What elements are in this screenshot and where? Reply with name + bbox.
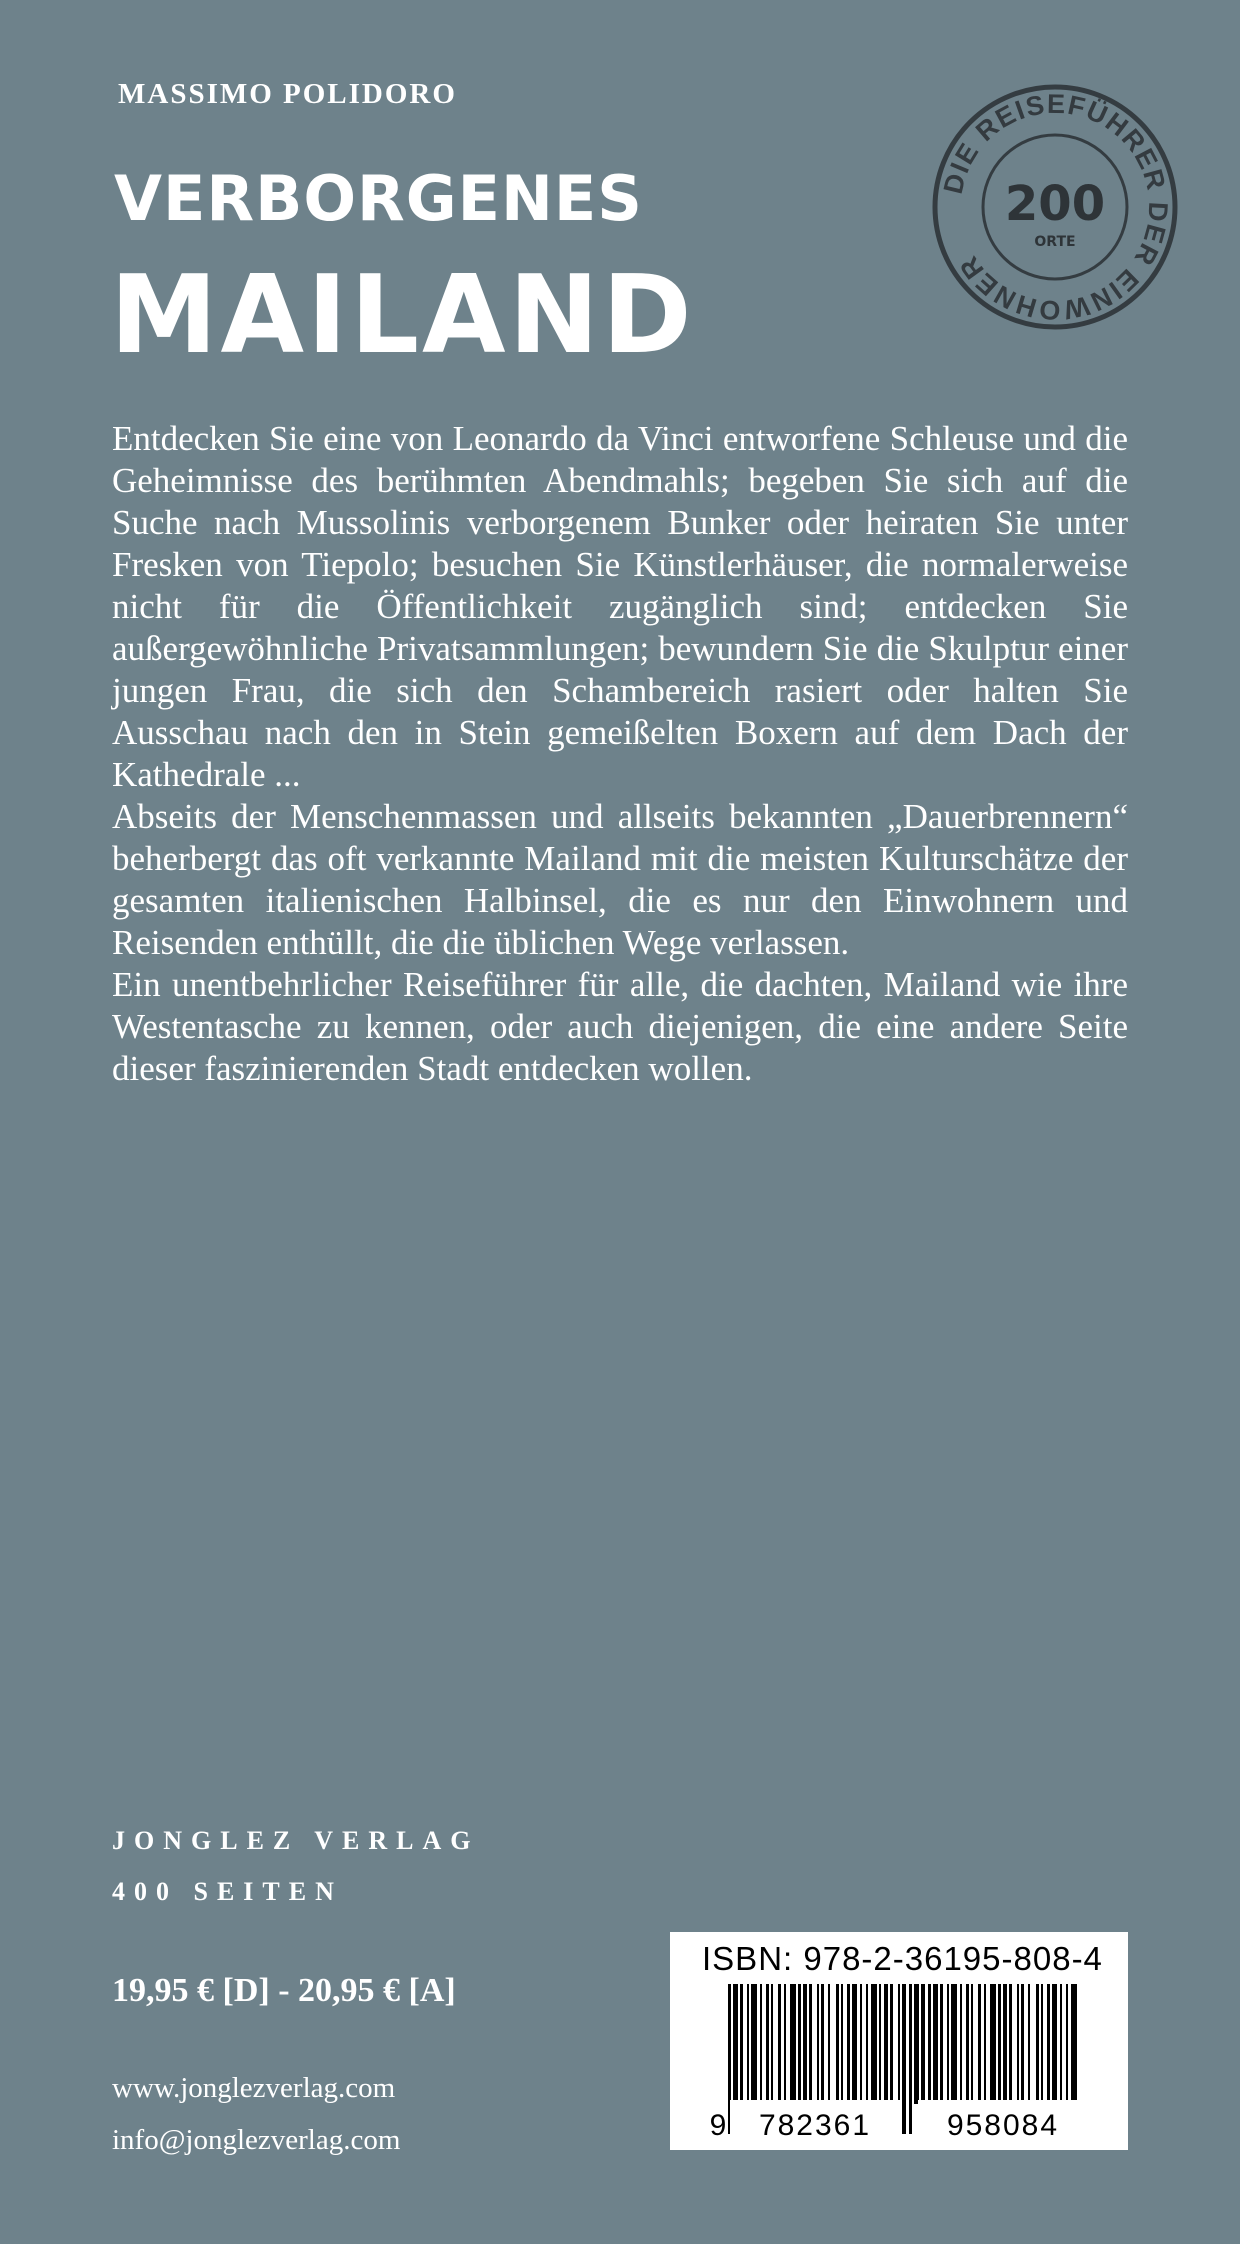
barcode-bar-16 <box>828 1984 830 2104</box>
stamp-number: 200 <box>1004 176 1106 232</box>
barcode-bar-31 <box>921 1984 925 2104</box>
barcode-bar-49 <box>1036 1984 1039 2104</box>
barcode-bar-15 <box>821 1984 824 2104</box>
barcode-bar-11 <box>798 1984 801 2104</box>
stamp-label: ORTE <box>1034 234 1076 250</box>
title-line-1: VERBORGENES <box>114 162 643 235</box>
barcode-bar-3 <box>747 1984 749 2104</box>
barcode-digits-left: 782361 <box>758 2109 872 2142</box>
barcode-bar-45 <box>1009 1984 1012 2104</box>
stamp-ring-textpath: DIE REISEFÜHRER DER EINWOHNER <box>937 88 1174 326</box>
barcode-bar-29 <box>909 1984 912 2134</box>
barcode-bar-22 <box>866 1984 868 2104</box>
barcode-bar-51 <box>1047 1984 1050 2104</box>
barcode-bar-10 <box>790 1984 796 2104</box>
barcode-bar-33 <box>933 1984 938 2104</box>
barcode-bar-13 <box>809 1984 812 2104</box>
title-line-2: MAILAND <box>110 253 695 378</box>
barcode-bar-30 <box>914 1984 919 2104</box>
author-name: MASSIMO POLIDORO <box>118 78 457 110</box>
barcode-bar-48 <box>1028 1984 1030 2104</box>
book-description <box>112 418 1128 1090</box>
barcode-bar-46 <box>1017 1984 1019 2104</box>
barcode-digit-first: 9 <box>709 2109 727 2142</box>
email-link[interactable]: info@jonglezverlag.com <box>112 2124 401 2156</box>
barcode-bar-40 <box>978 1984 981 2104</box>
barcode-bar-43 <box>998 1984 1001 2104</box>
barcode-bar-8 <box>778 1984 781 2104</box>
barcode-bar-42 <box>990 1984 996 2104</box>
barcode-bar-47 <box>1021 1984 1024 2104</box>
description-paragraph-2: Abseits der Menschenmassen und allseits bekannten „Dauerbrennern“ beherbergt das oft verkannte Mailand mit die meisten Kulturschätze der gesamten italienischen Halbinsel, die es nur den Einwohnern und Reisenden enthüllt, die die üblichen Wege verlassen. <box>112 797 1128 962</box>
barcode-bar-5 <box>760 1984 762 2104</box>
barcode-bar-39 <box>971 1984 973 2104</box>
price: 19,95 € [D] - 20,95 € [A] <box>112 1972 456 2009</box>
barcode-bar-36 <box>951 1984 957 2104</box>
barcode-bar-25 <box>884 1984 888 2104</box>
barcode-bar-2 <box>740 1984 743 2104</box>
barcode-bar-41 <box>984 1984 986 2104</box>
barcode-bar-7 <box>771 1984 773 2104</box>
barcode-bar-4 <box>751 1984 757 2104</box>
barcode-bar-20 <box>852 1984 857 2104</box>
barcode-bar-17 <box>836 1984 839 2104</box>
barcode-bar-14 <box>817 1984 819 2104</box>
barcode-bar-50 <box>1041 1984 1043 2104</box>
barcode-panel <box>670 1932 1128 2150</box>
barcode-bar-52 <box>1052 1984 1057 2104</box>
isbn-label: ISBN: 978-2-36195-808-4 <box>702 1940 1103 1977</box>
barcode-bar-38 <box>966 1984 969 2104</box>
barcode-bar-24 <box>879 1984 881 2104</box>
barcode-bar-21 <box>860 1984 862 2104</box>
barcode <box>670 1932 1128 2150</box>
barcode-digits-right: 958084 <box>946 2109 1060 2142</box>
page-count: 400 SEITEN <box>112 1877 343 1906</box>
barcode-bar-18 <box>841 1984 843 2104</box>
description-paragraph-1: Entdecken Sie eine von Leonardo da Vinci entworfene Schleuse und die Geheimnisse des berühmten Abendmahls; begeben Sie sich auf die Suche nach Mussolinis verborgenem Bunker oder heiraten Sie unter Fresken von Tiepolo; besuchen Sie Künstlerhäuser, die normalerweise nicht für die Öffentlichkeit zugänglich sind; entdecken Sie außergewöhnliche Privatsammlungen; bewundern Sie die Skulptur einer jungen Frau, die sich den Schambereich rasiert oder halten Sie Ausschau nach den in Stein gemeißelten Boxern auf dem Dach der Kathedrale ... <box>112 419 1128 794</box>
publisher-name: JONGLEZ VERLAG <box>112 1826 480 1855</box>
barcode-bar-44 <box>1003 1984 1007 2104</box>
barcode-bar-28 <box>902 1984 906 2134</box>
description-paragraph-3: Ein unentbehrlicher Reiseführer für alle, die dachten, Mailand wie ihre Westentasche zu kennen, oder auch diejenigen, die eine andere Seite dieser faszinierenden Stadt entdecken wollen. <box>112 965 1128 1088</box>
barcode-bar-26 <box>890 1984 893 2104</box>
barcode-bar-34 <box>940 1984 943 2104</box>
barcode-bar-32 <box>928 1984 931 2104</box>
barcode-bar-53 <box>1060 1984 1062 2104</box>
barcode-bar-37 <box>960 1984 962 2104</box>
barcode-bar-6 <box>766 1984 769 2104</box>
stamp-badge <box>930 82 1180 332</box>
barcode-bar-35 <box>947 1984 949 2104</box>
barcode-bar-19 <box>847 1984 850 2104</box>
barcode-bar-23 <box>871 1984 877 2104</box>
website-link[interactable]: www.jonglezverlag.com <box>112 2072 396 2104</box>
barcode-bar-12 <box>803 1984 807 2104</box>
barcode-bar-9 <box>784 1984 786 2104</box>
